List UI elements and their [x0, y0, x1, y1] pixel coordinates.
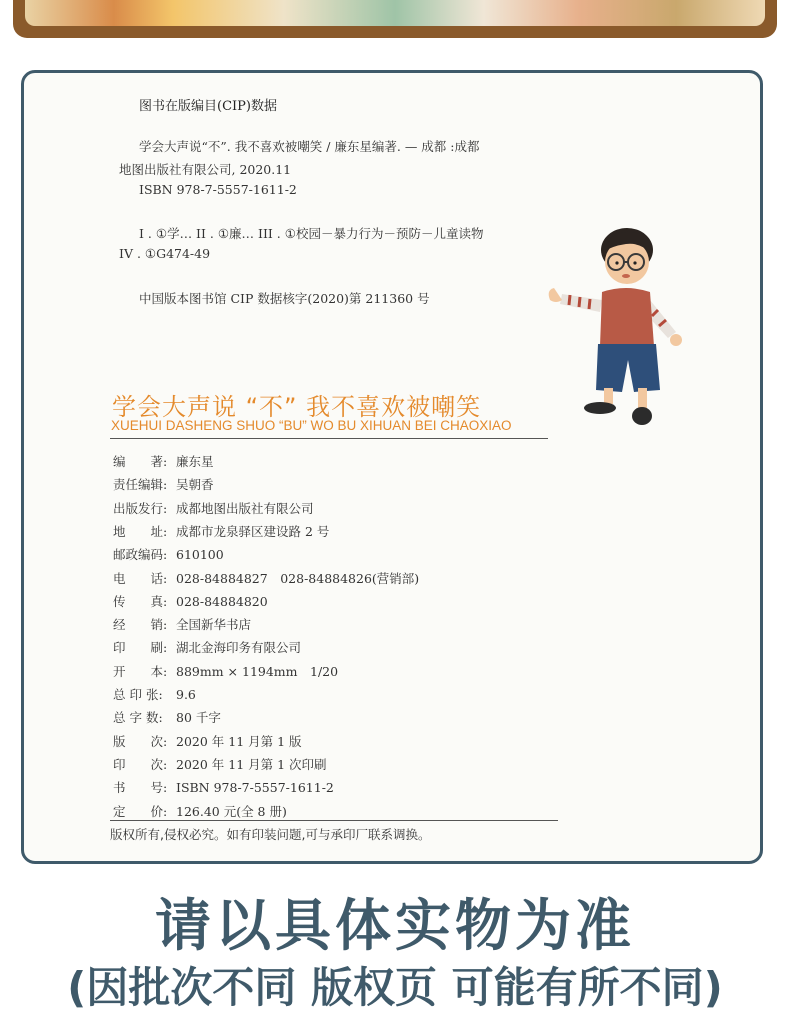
info-value: 126.40 元(全 8 册)	[176, 803, 287, 819]
cip-line: 学会大声说“不”. 我不喜欢被嘲笑 / 廉东星编著. — 成都 :成都	[139, 139, 480, 154]
notice-headline: 请以具体实物为准	[155, 894, 635, 959]
info-value: 80 千字	[176, 710, 221, 726]
info-row	[113, 475, 214, 493]
copyright-rule	[110, 820, 558, 821]
copyright-statement: 版权所有,侵权必究。如有印装问题,可与承印厂联系调换。	[110, 827, 431, 842]
info-row	[113, 638, 301, 656]
info-label: 开 本:	[113, 663, 168, 679]
info-row	[113, 569, 419, 587]
info-label: 出版发行:	[113, 500, 168, 516]
cip-line: ISBN 978-7-5557-1611-2	[139, 182, 297, 197]
cip-line: IV . ①G474-49	[119, 246, 211, 261]
info-row	[113, 522, 329, 540]
info-row	[113, 732, 302, 750]
top-banner	[13, 0, 777, 38]
info-label: 地 址:	[113, 523, 168, 539]
info-value: 2020 年 11 月第 1 版	[176, 733, 302, 749]
info-value: ISBN 978-7-5557-1611-2	[176, 780, 334, 796]
info-value: 889mm × 1194mm 1/20	[176, 663, 339, 679]
boy-illustration	[540, 220, 690, 445]
info-label: 总 印 张:	[113, 687, 163, 702]
info-row	[113, 685, 196, 703]
banner-illustration	[25, 0, 765, 26]
info-row	[113, 802, 287, 820]
info-row	[113, 545, 224, 563]
info-label: 电 话:	[113, 570, 168, 586]
info-value: 成都地图出版社有限公司	[176, 500, 314, 516]
cip-line: 中国版本图书馆 CIP 数据核字(2020)第 211360 号	[139, 291, 430, 306]
info-label: 印 刷:	[113, 640, 168, 656]
info-row	[113, 662, 338, 680]
cip-line: 地图出版社有限公司, 2020.11	[119, 162, 292, 177]
title-rule	[110, 438, 548, 439]
info-label: 邮政编码:	[113, 547, 168, 563]
info-value: 全国新华书店	[176, 617, 252, 633]
info-row	[113, 755, 327, 773]
info-label: 书 号:	[113, 780, 168, 796]
info-value: 9.6	[176, 687, 196, 702]
info-label: 编 著:	[113, 454, 168, 469]
info-label: 印 次:	[113, 756, 168, 772]
cip-line: I . ①学… II . ①廉… III . ①校园－暴力行为－预防－儿童读物	[139, 226, 484, 241]
cip-heading: 图书在版编目(CIP)数据	[139, 99, 277, 114]
info-value: 成都市龙泉驿区建设路 2 号	[176, 523, 330, 539]
info-row	[113, 499, 314, 517]
info-value: 廉东星	[176, 454, 214, 469]
info-row	[113, 452, 214, 470]
info-value: 610100	[176, 547, 224, 563]
info-label: 定 价:	[113, 803, 168, 819]
info-row	[113, 708, 221, 726]
info-value: 吴朝香	[176, 477, 214, 493]
info-value: 028-84884820	[176, 593, 268, 609]
info-row	[113, 778, 334, 796]
book-title-pinyin: XUEHUI DASHENG SHUO “BU” WO BU XIHUAN BEI CHAOXIAO	[111, 418, 512, 433]
notice-subline: (因批次不同 版权页 可能有所不同)	[67, 963, 723, 1012]
info-label: 责任编辑:	[113, 477, 168, 493]
info-row	[113, 615, 251, 633]
info-row	[113, 592, 268, 610]
info-value: 2020 年 11 月第 1 次印刷	[176, 756, 327, 772]
info-value: 湖北金海印务有限公司	[176, 640, 302, 656]
info-value: 028-84884827 028-84884826(营销部)	[176, 570, 420, 586]
info-label: 经 销:	[113, 617, 168, 633]
info-label: 版 次:	[113, 733, 168, 749]
book-title: 学会大声说 “不” 我不喜欢被嘲笑	[112, 393, 482, 421]
info-label: 传 真:	[113, 593, 168, 609]
info-label: 总 字 数:	[113, 710, 163, 726]
